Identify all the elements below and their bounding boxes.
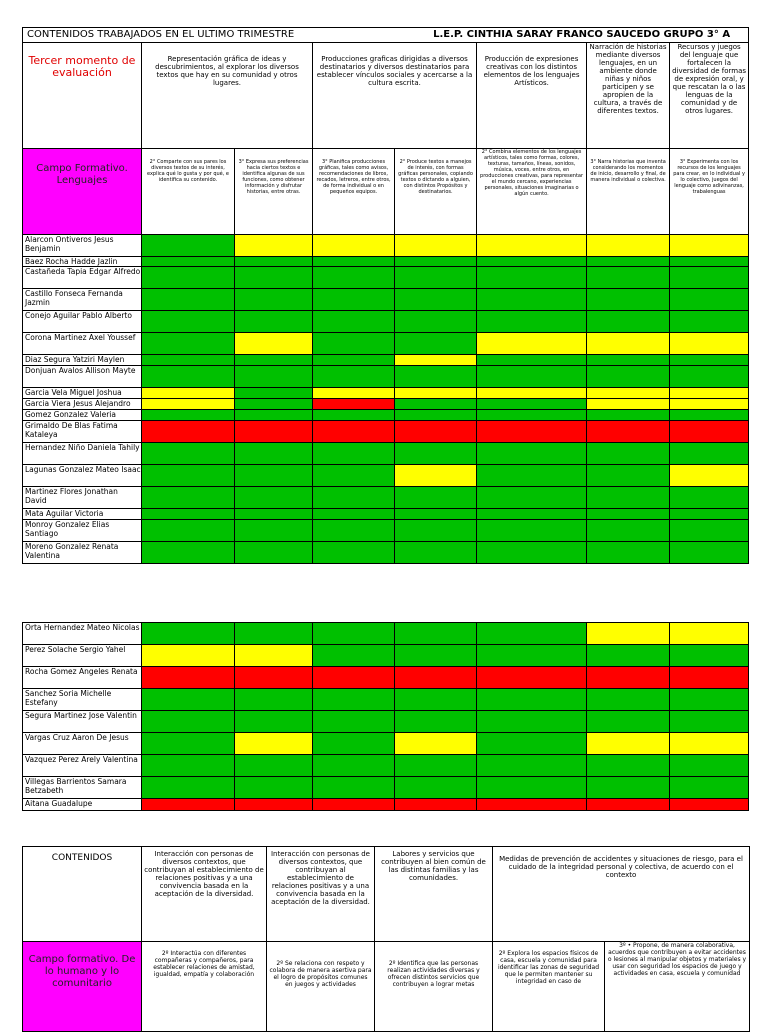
evaluation-cell [587,689,670,711]
pda-humano-5: 3º • Propone, de manera colaborativa, acuerdos que contribuyen a evitar accidentes o lesiones al manipular objetos y materiales y usar con seguridad los espacios de juego y actividades en casa, escuela y comunidad [605,942,750,1032]
evaluation-cell [313,645,395,667]
evaluation-cell [477,509,587,520]
evaluation-cell [313,257,395,267]
evaluation-table-lenguajes [22,27,749,564]
student-name: Monroy Gonzalez Elias Santiago [23,520,142,542]
evaluation-cell [670,421,749,443]
evaluation-cell [142,509,235,520]
evaluation-cell [313,755,395,777]
evaluation-cell [313,333,395,355]
evaluation-cell [395,755,477,777]
evaluation-cell [313,733,395,755]
evaluation-cell [395,465,477,487]
evaluation-cell [235,366,313,388]
evaluation-cell [587,623,670,645]
student-name: Vargas Cruz Aaron De Jesus [23,733,142,755]
pda-humano-2: 2º Se relaciona con respeto y colabora de manera asertiva para el logro de propósitos comunes en juegos y actividades [267,942,375,1032]
evaluation-cell [477,311,587,333]
evaluation-cell [395,410,477,421]
pda-humano-3: 2º Identifica que las personas realizan actividades diversas y ofrecen distintos servicios que contribuyen a lograr metas [375,942,493,1032]
pda-humano-1: 2º Interactúa con diferentes compañeras y compañeros, para establecer relaciones de amistad, igualdad, empatía y colaboración [142,942,267,1032]
evaluation-cell [395,289,477,311]
student-name: Castillo Fonseca Fernanda Jazmin [23,289,142,311]
student-row [23,355,749,366]
evaluation-cell [670,235,749,257]
evaluation-cell [235,421,313,443]
student-row [23,388,749,399]
student-name: Conejo Aguilar Pablo Alberto [23,311,142,333]
student-name: Martinez Flores Jonathan David [23,487,142,509]
evaluation-cell [235,410,313,421]
student-name: Segura Martinez Jose Valentin [23,711,142,733]
student-row [23,689,749,711]
evaluation-cell [142,366,235,388]
evaluation-cell [477,388,587,399]
student-name: Garcia Viera Jesus Alejandro [23,399,142,410]
evaluation-cell [142,443,235,465]
teacher-group-title: L.E.P. CINTHIA SARAY FRANCO SAUCEDO GRUPO 3° A [395,28,749,43]
evaluation-cell [587,711,670,733]
evaluation-cell [395,366,477,388]
evaluation-cell [142,645,235,667]
student-row [23,623,749,645]
evaluation-cell [670,311,749,333]
evaluation-cell [395,443,477,465]
evaluation-cell [142,421,235,443]
contenido-humano-2: Interacción con personas de diversos contextos, que contribuyan al establecimiento de relaciones positivas y a una convivencia basada en la aceptación de la diversidad. [267,847,375,942]
student-row [23,799,749,811]
evaluation-cell [235,257,313,267]
evaluation-cell [477,711,587,733]
evaluation-cell [313,667,395,689]
evaluation-cell [477,465,587,487]
student-row [23,777,749,799]
evaluation-cell [477,257,587,267]
student-rows-2 [23,623,749,811]
pda-humano-4: 2º Explora los espacios físicos de casa, escuela y comunidad para identificar las zonas de seguridad que le permiten mantener su integridad en caso de [493,942,605,1032]
student-name: Hernandez Niño Daniela Tahily [23,443,142,465]
evaluation-cell [313,623,395,645]
evaluation-cell [587,410,670,421]
evaluation-cell [395,487,477,509]
evaluation-cell [395,689,477,711]
evaluation-cell [587,667,670,689]
evaluation-cell [670,333,749,355]
evaluation-cell [477,799,587,811]
evaluation-cell [395,267,477,289]
evaluation-cell [670,388,749,399]
evaluation-cell [477,623,587,645]
evaluation-cell [477,487,587,509]
document-title: CONTENIDOS TRABAJADOS EN EL ULTIMO TRIMESTRE [23,28,395,43]
evaluation-cell [313,777,395,799]
evaluation-cell [235,443,313,465]
evaluation-cell [477,443,587,465]
contenido-5: Recursos y juegos del lenguaje que fortalecen la diversidad de formas de expresión oral, y que rescatan la o las lenguas de la comunidad y de otros lugares. [670,43,749,149]
evaluation-cell [313,289,395,311]
evaluation-cell [477,542,587,564]
student-row [23,311,749,333]
evaluation-cell [477,366,587,388]
evaluation-cell [477,355,587,366]
evaluation-cell [587,733,670,755]
evaluation-cell [587,645,670,667]
evaluation-cell [395,520,477,542]
student-name: Garcia Vela Miguel Joshua [23,388,142,399]
student-row [23,465,749,487]
evaluation-cell [142,487,235,509]
evaluation-cell [142,355,235,366]
evaluation-cell [142,733,235,755]
evaluation-cell [670,667,749,689]
evaluation-cell [142,689,235,711]
evaluation-cell [670,777,749,799]
evaluation-cell [477,689,587,711]
evaluation-cell [395,509,477,520]
evaluation-cell [670,410,749,421]
evaluation-cell [235,711,313,733]
evaluation-cell [587,443,670,465]
evaluation-cell [235,733,313,755]
pda-5: 2° Combina elementos de los lenguajes artísticos, tales como formas, colores, texturas, tamaños, líneas, sonidos, música, voces, entre otros, en producciones creativas, para representar el mundo cercano, experiencias personales, situaciones imaginarias o algún cuento. [477,149,587,235]
contenidos-label: CONTENIDOS [23,847,142,942]
student-row [23,542,749,564]
evaluation-cell [395,711,477,733]
evaluation-cell [587,399,670,410]
pda-3: 3° Planifica producciones gráficas, tales como avisos, recomendaciones de libros, recados, letreros, entre otros, de forma individual o en pequeños equipos. [313,149,395,235]
student-row [23,755,749,777]
evaluation-cell [587,799,670,811]
evaluation-cell [670,465,749,487]
evaluation-cell [670,399,749,410]
evaluation-cell [313,542,395,564]
student-row [23,520,749,542]
evaluation-cell [142,257,235,267]
evaluation-cell [395,645,477,667]
student-name: Aitana Guadalupe [23,799,142,811]
evaluation-cell [235,355,313,366]
student-row [23,443,749,465]
student-name: Orta Hernandez Mateo Nicolas [23,623,142,645]
evaluation-cell [313,235,395,257]
evaluation-cell [313,399,395,410]
evaluation-cell [587,311,670,333]
evaluation-cell [235,509,313,520]
evaluation-cell [313,520,395,542]
evaluation-cell [587,487,670,509]
evaluation-cell [395,421,477,443]
evaluation-cell [235,520,313,542]
contenido-humano-3: Labores y servicios que contribuyen al bien común de las distintas familias y las comunidades. [375,847,493,942]
evaluation-cell [395,388,477,399]
evaluation-cell [587,520,670,542]
evaluation-cell [587,465,670,487]
evaluation-cell [235,799,313,811]
student-name: Mata Aguilar Victoria [23,509,142,520]
evaluation-cell [235,689,313,711]
student-row [23,421,749,443]
evaluation-cell [395,623,477,645]
evaluation-cell [670,355,749,366]
evaluation-cell [587,542,670,564]
evaluation-cell [395,777,477,799]
evaluation-cell [313,465,395,487]
evaluation-table-humano-comunitario [22,846,750,1032]
evaluation-cell [670,623,749,645]
student-row [23,509,749,520]
evaluation-cell [395,235,477,257]
evaluation-cell [477,289,587,311]
evaluation-cell [670,799,749,811]
student-row [23,333,749,355]
student-rows-1 [23,235,749,564]
evaluation-cell [235,623,313,645]
evaluation-cell [587,388,670,399]
evaluation-cell [587,509,670,520]
contenido-humano-1: Interacción con personas de diversos contextos, que contribuyan al establecimiento de relaciones positivas y a una convivencia basada en la aceptación de la diversidad. [142,847,267,942]
evaluation-cell [477,645,587,667]
evaluation-cell [142,465,235,487]
pda-4: 2° Produce textos a manejos de interés, con formas gráficas personales, copiando textos o dictando a alguien, con distintos Propósitos y destinatarios. [395,149,477,235]
contenido-3: Producción de expresiones creativas con los distintos elementos de los lenguajes Artísticos. [477,43,587,149]
pda-2: 3° Expresa sus preferencias hacia ciertos textos e identifica algunas de sus funciones, como obtener información y disfrutar historias, entre otras. [235,149,313,235]
student-name: Vazquez Perez Arely Valentina [23,755,142,777]
student-name: Moreno Gonzalez Renata Valentina [23,542,142,564]
evaluation-cell [142,711,235,733]
evaluation-cell [395,542,477,564]
evaluation-cell [477,755,587,777]
evaluation-cell [235,333,313,355]
evaluation-cell [587,267,670,289]
evaluation-cell [313,421,395,443]
evaluation-cell [670,257,749,267]
evaluation-cell [395,799,477,811]
evaluation-cell [670,289,749,311]
evaluation-cell [587,333,670,355]
evaluation-cell [670,443,749,465]
evaluation-cell [235,399,313,410]
evaluation-cell [477,267,587,289]
evaluation-cell [313,689,395,711]
evaluation-cell [587,755,670,777]
evaluation-cell [142,267,235,289]
student-row [23,257,749,267]
evaluation-cell [235,755,313,777]
evaluation-cell [477,333,587,355]
evaluation-cell [313,711,395,733]
evaluation-cell [587,777,670,799]
evaluation-cell [313,267,395,289]
evaluation-cell [313,799,395,811]
evaluation-cell [670,366,749,388]
evaluation-cell [477,235,587,257]
evaluation-cell [477,421,587,443]
contenido-humano-4: Medidas de prevención de accidentes y situaciones de riesgo, para el cuidado de la integridad personal y colectiva, de acuerdo con el contexto [493,847,750,942]
evaluation-cell [587,421,670,443]
evaluation-cell [235,542,313,564]
student-name: Baez Rocha Hadde Jazlin [23,257,142,267]
evaluation-cell [235,487,313,509]
evaluation-cell [235,289,313,311]
student-name: Corona Martinez Axel Youssef [23,333,142,355]
evaluation-cell [235,777,313,799]
student-name: Diaz Segura Yatziri Maylen [23,355,142,366]
evaluation-cell [670,689,749,711]
evaluation-cell [142,289,235,311]
student-row [23,235,749,257]
evaluation-cell [477,777,587,799]
student-name: Castañeda Tapia Edgar Alfredo [23,267,142,289]
evaluation-cell [670,520,749,542]
student-row [23,667,749,689]
evaluation-cell [670,267,749,289]
evaluation-cell [142,777,235,799]
student-name: Gomez Gonzalez Valeria [23,410,142,421]
student-name: Alarcon Ontiveros Jesus Benjamin [23,235,142,257]
evaluation-cell [477,733,587,755]
evaluation-cell [313,388,395,399]
pda-6: 3° Narra historias que inventa considerando los momentos de inicio, desarrollo y final, de manera individual o colectiva. [587,149,670,235]
campo-formativo-label: Campo Formativo. Lenguajes [23,149,142,235]
evaluation-cell [587,355,670,366]
student-row [23,410,749,421]
evaluation-table-lenguajes-continued [22,622,749,811]
student-name: Donjuan Avalos Allison Mayte [23,366,142,388]
evaluation-cell [142,799,235,811]
student-name: Lagunas Gonzalez Mateo Isaac [23,465,142,487]
evaluation-cell [395,333,477,355]
student-name: Sanchez Soria Michelle Estefany [23,689,142,711]
evaluation-cell [670,645,749,667]
evaluation-cell [670,487,749,509]
evaluation-cell [670,755,749,777]
evaluation-cell [313,443,395,465]
evaluation-cell [395,257,477,267]
evaluation-cell [670,509,749,520]
evaluation-cell [313,487,395,509]
evaluation-cell [313,410,395,421]
evaluation-cell [142,333,235,355]
evaluation-cell [313,509,395,520]
contenido-1: Representación gráfica de ideas y descubrimientos, al explorar los diversos textos que hay en su comunidad y otros lugares. [142,43,313,149]
evaluation-cell [395,399,477,410]
evaluation-cell [235,645,313,667]
evaluation-cell [142,623,235,645]
student-row [23,366,749,388]
evaluation-cell [142,755,235,777]
student-name: Villegas Barrientos Samara Betzabeth [23,777,142,799]
momento-label: Tercer momento de evaluación [23,43,142,149]
student-row [23,645,749,667]
evaluation-cell [142,235,235,257]
evaluation-cell [235,267,313,289]
evaluation-cell [235,311,313,333]
evaluation-cell [587,366,670,388]
evaluation-cell [313,311,395,333]
student-row [23,711,749,733]
evaluation-cell [235,667,313,689]
evaluation-cell [477,520,587,542]
evaluation-cell [477,667,587,689]
evaluation-cell [142,410,235,421]
evaluation-cell [313,355,395,366]
evaluation-cell [235,465,313,487]
pda-1: 2° Comparte con sus pares los diversos textos de su interés, explica qué lo gusta y por qué, e identifica su contenido. [142,149,235,235]
student-row [23,733,749,755]
evaluation-cell [587,289,670,311]
evaluation-cell [395,733,477,755]
evaluation-cell [142,667,235,689]
contenido-2: Producciones graficas dirigidas a diversos destinatarios y diversos destinatarios para establecer vínculos sociales y acercarse a la cultura escrita. [313,43,477,149]
evaluation-cell [670,733,749,755]
student-row [23,399,749,410]
evaluation-cell [477,399,587,410]
evaluation-cell [395,311,477,333]
evaluation-cell [142,388,235,399]
evaluation-cell [235,235,313,257]
evaluation-cell [142,311,235,333]
evaluation-cell [670,542,749,564]
evaluation-cell [235,388,313,399]
evaluation-cell [670,711,749,733]
student-row [23,267,749,289]
evaluation-cell [395,355,477,366]
contenido-4: Narración de historias mediante diversos lenguajes, en un ambiente donde niñas y niños participen y se apropien de la cultura, a través de diferentes textos. [587,43,670,149]
evaluation-cell [142,520,235,542]
evaluation-cell [587,235,670,257]
evaluation-cell [395,667,477,689]
evaluation-cell [142,542,235,564]
evaluation-cell [477,410,587,421]
evaluation-cell [142,399,235,410]
student-row [23,487,749,509]
student-name: Rocha Gomez Angeles Renata [23,667,142,689]
evaluation-cell [313,366,395,388]
student-name: Grimaldo De Blas Fatima Kataleya [23,421,142,443]
student-row [23,289,749,311]
pda-7: 3° Experimenta con los recursos de los lenguajes para crear, en lo individual y lo colectivo, juegos del lenguaje como adivinanzas, trabalenguas [670,149,749,235]
student-name: Perez Solache Sergio Yahel [23,645,142,667]
campo-formativo-humano-label: Campo formativo. De lo humano y lo comunitario [23,942,142,1032]
evaluation-cell [587,257,670,267]
